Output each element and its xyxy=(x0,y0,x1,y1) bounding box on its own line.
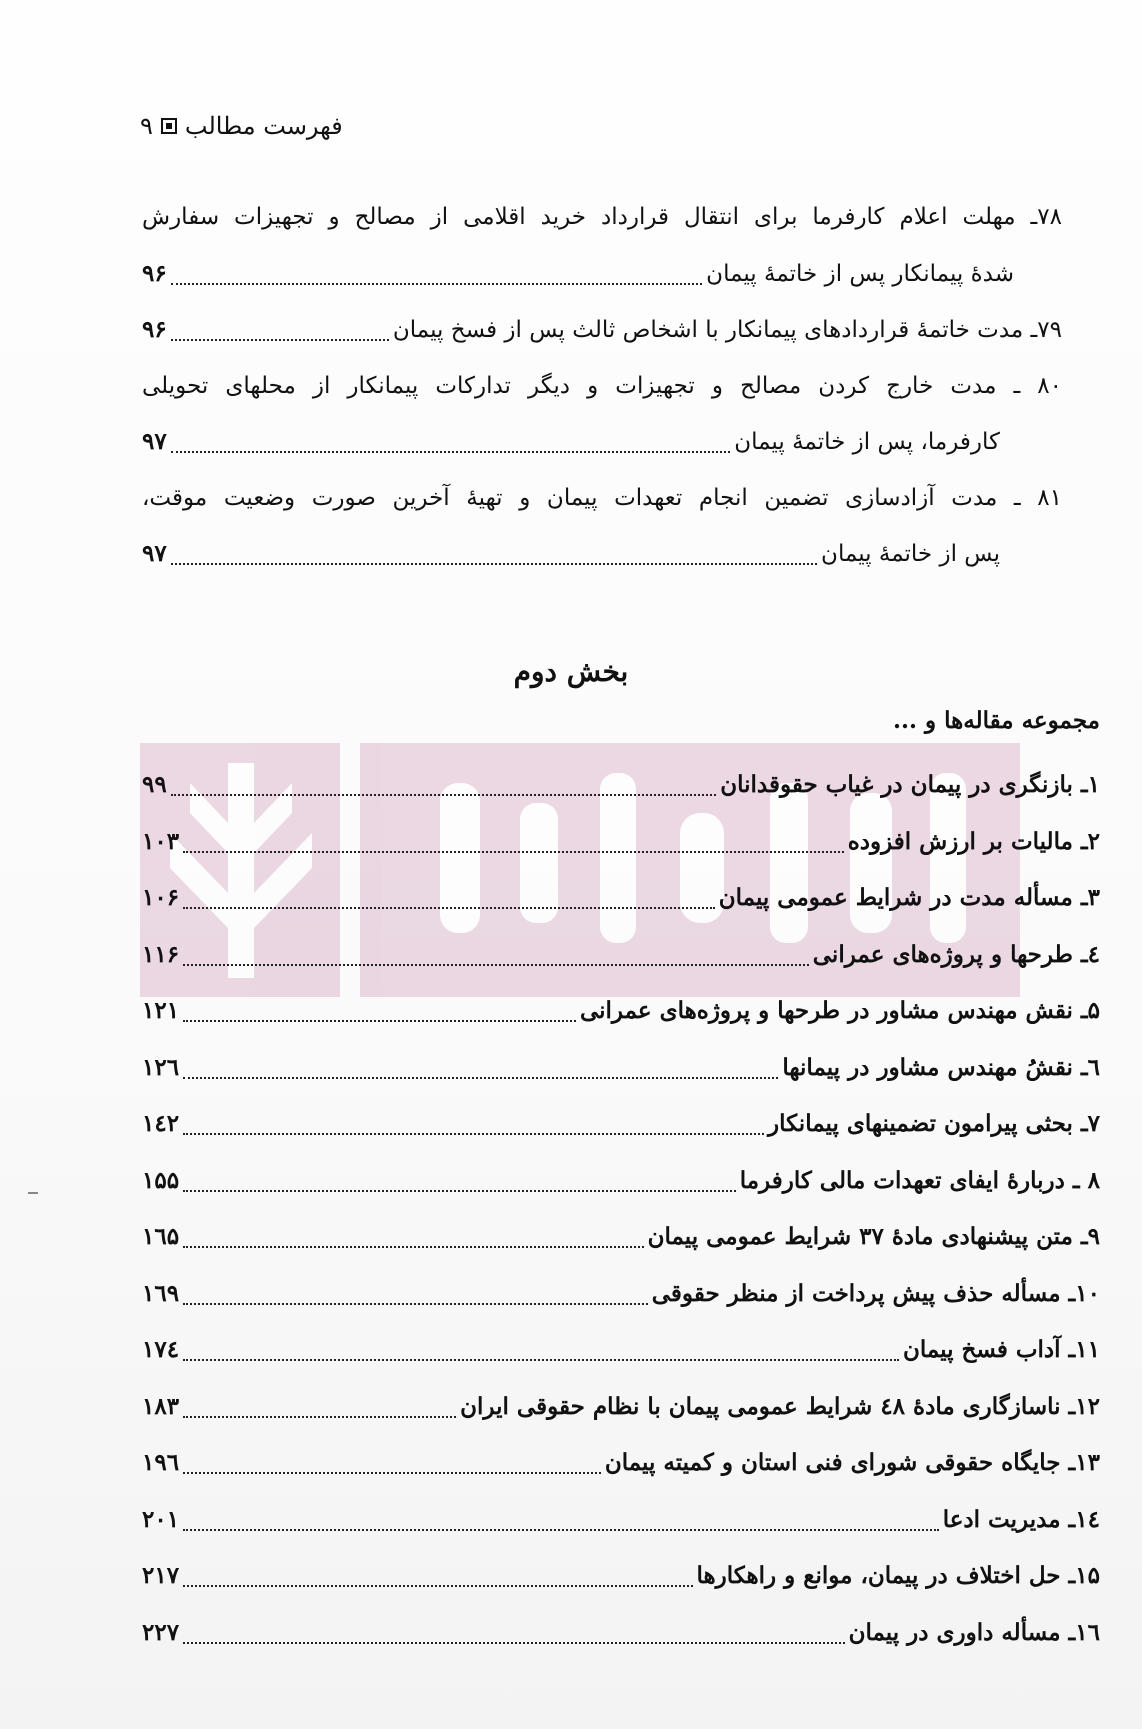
leader-dots xyxy=(183,1529,939,1531)
leader-dots xyxy=(171,794,716,796)
toc-entry xyxy=(142,1218,1100,1256)
toc-page: ۱۰۶ xyxy=(142,884,180,911)
toc-title: ۳ـ مسأله مدت در شرایط عمومی پیمان xyxy=(718,884,1100,911)
toc-page: ۹۶ xyxy=(142,260,167,287)
toc-entry xyxy=(142,1388,1100,1426)
toc-title: ۱۵ـ حل اختلاف در پیمان، موانع و راهکارها xyxy=(696,1562,1100,1589)
toc-page: ۹۷ xyxy=(142,540,167,567)
toc-entry xyxy=(142,1105,1100,1143)
leader-dots xyxy=(183,1190,736,1192)
leader-dots xyxy=(183,1359,899,1361)
leader-dots xyxy=(183,964,809,966)
leader-dots xyxy=(183,1303,648,1305)
toc-page: ۲۱۷ xyxy=(142,1562,180,1589)
toc-page: ۱۹٦ xyxy=(142,1449,180,1476)
toc-page: ۱٤۲ xyxy=(142,1110,180,1137)
toc-entry xyxy=(142,766,1100,804)
toc-page: ۹۹ xyxy=(142,771,167,798)
header-title: فهرست مطالب xyxy=(184,112,343,140)
toc-entry-78-line1: ۷۸ـ مهلت اعلام کارفرما برای انتقال قرارداد خرید اقلامی از مصالح و تجهیزات سفارش xyxy=(142,204,1062,230)
section-title: بخش دوم xyxy=(513,655,629,688)
toc-title: ۷ـ بحثی پیرامون تضمینهای پیمانکار xyxy=(767,1110,1100,1137)
toc-page: ۲۰۱ xyxy=(142,1506,180,1533)
toc-entry xyxy=(142,936,1100,974)
leader-dots xyxy=(183,1472,601,1474)
toc-entry-80: کارفرما، پس از خاتمهٔ پیمان ۹۷ xyxy=(142,423,1000,461)
leader-dots xyxy=(183,1020,576,1022)
toc-title: ۱۱ـ آداب فسخ پیمان xyxy=(902,1336,1100,1363)
toc-entry xyxy=(142,1444,1100,1482)
toc-entry-80-line1: ۸۰ ـ مدت خارج کردن مصالح و تجهیزات و دیگر تدارکات پیمانکار از محلهای تحویلی xyxy=(142,373,1062,399)
toc-page: ۱٦۹ xyxy=(142,1280,180,1307)
toc-entry xyxy=(142,1557,1100,1595)
toc-entry-79: ۷۹ـ مدت خاتمهٔ قراردادهای پیمانکار با اشخاص ثالث پس از فسخ پیمان ۹۶ xyxy=(142,311,1062,349)
toc-title: ۵ـ نقش مهندس مشاور در طرحها و پروژه‌های عمرانی xyxy=(579,997,1100,1024)
toc-title: ۱٦ـ مسأله داوری در پیمان xyxy=(848,1619,1100,1646)
toc-page: ۱۷٤ xyxy=(142,1336,180,1363)
leader-dots xyxy=(183,1416,456,1418)
toc-title: ٤ـ طرحها و پروژه‌های عمرانی xyxy=(812,941,1100,968)
leader-dots xyxy=(183,851,844,853)
toc-title: ۱ـ بازنگری در پیمان در غیاب حقوقدانان xyxy=(720,771,1100,798)
subsection-title: مجموعه مقاله‌ها و ... xyxy=(893,707,1100,734)
square-bullet-icon xyxy=(161,118,177,134)
toc-title: ۲ـ مالیات بر ارزش افزوده xyxy=(847,828,1100,855)
margin-mark xyxy=(28,1192,38,1194)
toc-entry xyxy=(142,1331,1100,1369)
leader-dots xyxy=(183,1642,845,1644)
toc-title: ٦ـ نقشُ مهندس مشاور در پیمانها xyxy=(782,1054,1100,1081)
toc-title: ۸ ـ دربارهٔ ایفای تعهدات مالی کارفرما xyxy=(739,1167,1100,1194)
toc-page: ۱۲٦ xyxy=(142,1054,180,1081)
toc-page: ۱٦۵ xyxy=(142,1223,180,1250)
header-page-number: ۹ xyxy=(140,112,153,140)
toc-entry xyxy=(142,823,1100,861)
toc-title: ۱٤ـ مدیریت ادعا xyxy=(942,1506,1100,1533)
toc-page: ۱۸۳ xyxy=(142,1393,180,1420)
toc-page: ۱۱۶ xyxy=(142,941,180,968)
toc-title: ۱۰ـ مسأله حذف پیش پرداخت از منظر حقوقی xyxy=(651,1280,1100,1307)
toc-entry xyxy=(142,1614,1100,1652)
toc-title: ۱۲ـ ناسازگاری مادهٔ ٤۸ شرایط عمومی پیمان با نظام حقوقی ایران xyxy=(460,1393,1100,1420)
toc-entry xyxy=(142,1501,1100,1539)
leader-dots xyxy=(183,1077,778,1079)
toc-page: ۲۲۷ xyxy=(142,1619,180,1646)
toc-entry xyxy=(142,1162,1100,1200)
leader-dots xyxy=(183,1133,764,1135)
toc-entry-81-line1: ۸۱ ـ مدت آزادسازی تضمین انجام تعهدات پیمان و تهیهٔ آخرین صورت وضعیت موقت، xyxy=(142,485,1062,511)
toc-page: ۱۰۳ xyxy=(142,828,180,855)
leader-dots xyxy=(183,907,715,909)
toc-entry xyxy=(142,1049,1100,1087)
leader-dots xyxy=(183,1246,644,1248)
toc-page: ۱۲۱ xyxy=(142,997,180,1024)
toc-title: ۱۳ـ جایگاه حقوقی شورای فنی استان و کمیته پیمان xyxy=(604,1449,1100,1476)
toc-page: ۱۵۵ xyxy=(142,1167,180,1194)
toc-entry xyxy=(142,992,1100,1030)
toc-page: ۹۷ xyxy=(142,428,167,455)
toc-entry-81: پس از خاتمهٔ پیمان ۹۷ xyxy=(142,535,1000,573)
leader-dots xyxy=(183,1585,692,1587)
toc-entry xyxy=(142,879,1100,917)
toc-title: ۹ـ متن پیشنهادی مادهٔ ۳۷ شرایط عمومی پیمان xyxy=(647,1223,1100,1250)
toc-page: ۹۶ xyxy=(142,316,167,343)
toc-entry xyxy=(142,1275,1100,1313)
toc-entry-78: شدهٔ پیمانکار پس از خاتمهٔ پیمان ۹۶ xyxy=(142,255,1014,293)
running-header xyxy=(140,112,343,140)
